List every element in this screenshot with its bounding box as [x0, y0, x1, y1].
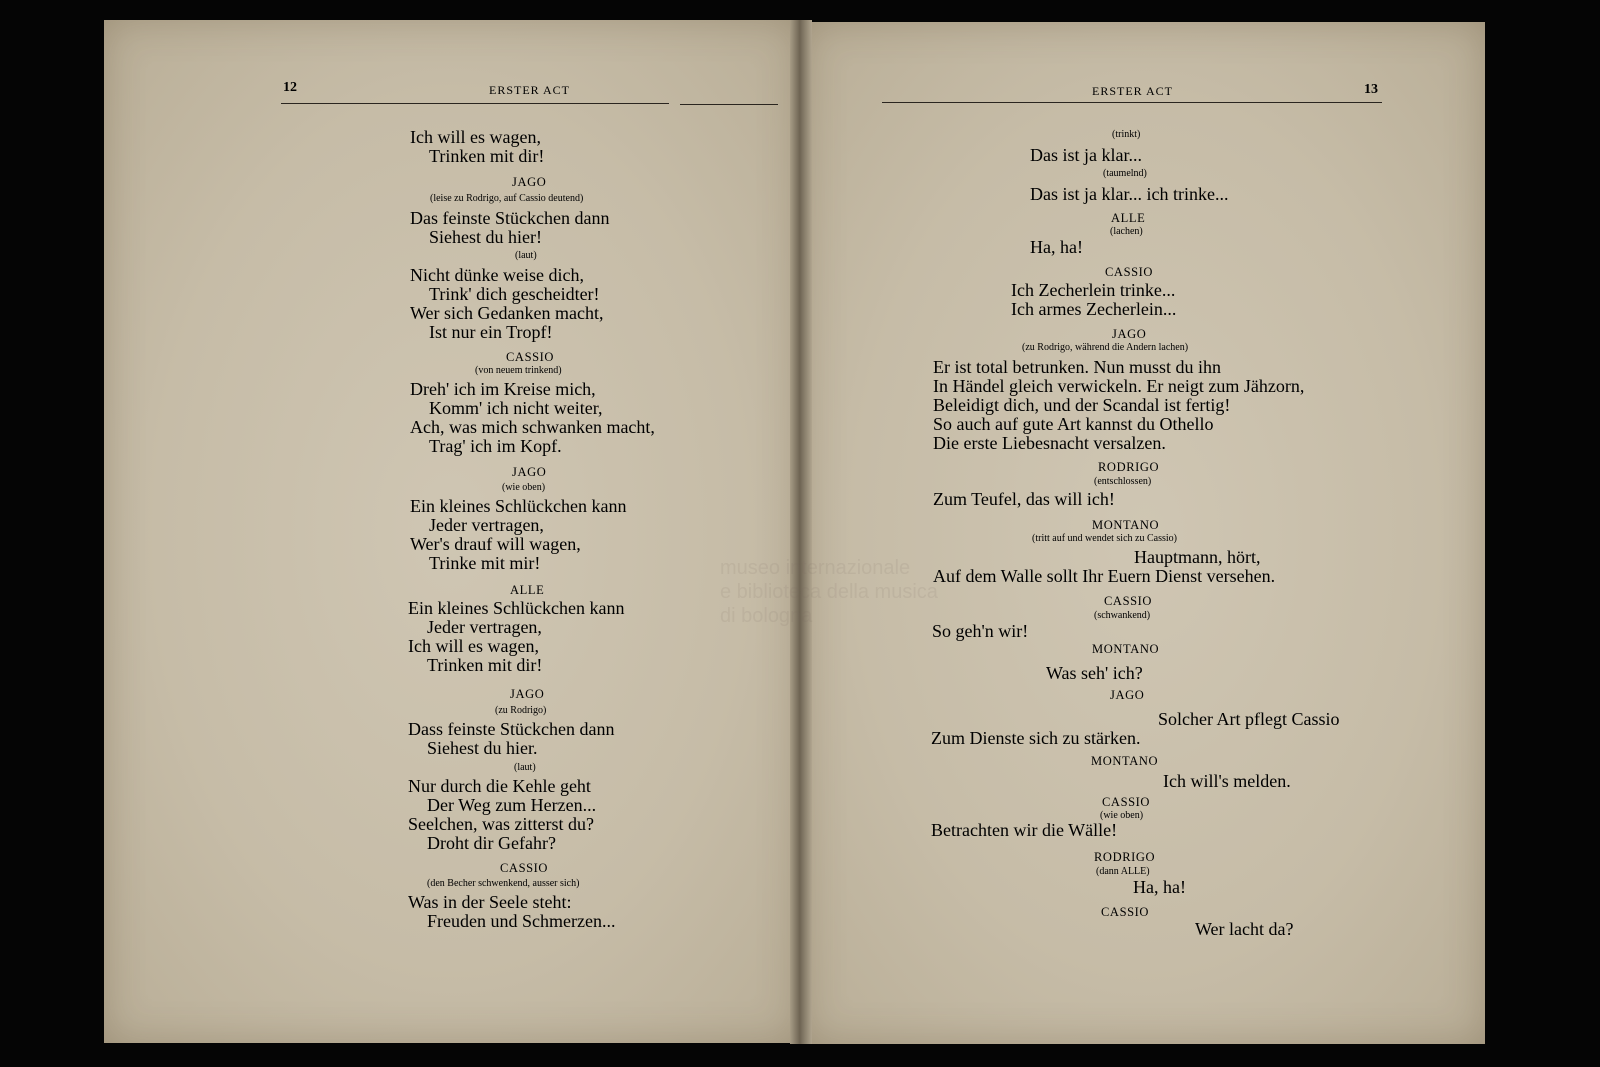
speaker-name: JAGO [1112, 327, 1147, 341]
verse-line: Siehest du hier. [427, 738, 538, 758]
verse-line: Trinken mit dir! [427, 655, 543, 675]
verse-line: Ein kleines Schlückchen kann [410, 496, 627, 516]
speaker-name: CASSIO [500, 861, 549, 875]
verse-line: Das ist ja klar... ich trinke... [1030, 184, 1229, 204]
stage-direction: (zu Rodrigo) [495, 705, 547, 716]
verse-line: Ha, ha! [1030, 237, 1083, 257]
verse-line: Er ist total betrunken. Nun musst du ihn [933, 357, 1221, 377]
verse-line: Wer's drauf will wagen, [410, 534, 581, 554]
stage-direction: (dann ALLE) [1096, 866, 1150, 877]
verse-line: Ein kleines Schlückchen kann [408, 598, 625, 618]
stage-direction: (taumelnd) [1103, 168, 1147, 179]
verse-line: Ha, ha! [1133, 877, 1186, 897]
header-rule-left [281, 103, 669, 104]
verse-line: Jeder vertragen, [429, 515, 544, 535]
speaker-name: ALLE [1111, 211, 1146, 225]
verse-line: Droht dir Gefahr? [427, 833, 556, 853]
stage-direction: (trinkt) [1112, 129, 1141, 140]
stage-direction: (tritt auf und wendet sich zu Cassio) [1032, 533, 1177, 544]
verse-line: Das feinste Stückchen dann [410, 208, 610, 228]
verse-line: Freuden und Schmerzen... [427, 911, 616, 931]
speaker-name: CASSIO [1101, 905, 1150, 919]
verse-line: Was in der Seele steht: [408, 892, 572, 912]
verse-line: Der Weg zum Herzen... [427, 795, 597, 815]
stage-direction: (wie oben) [1100, 810, 1144, 821]
verse-line: Trag' ich im Kopf. [429, 436, 562, 456]
stage-direction: (leise zu Rodrigo, auf Cassio deutend) [430, 193, 584, 204]
speaker-name: MONTANO [1092, 642, 1160, 656]
verse-line: Nicht dünke weise dich, [410, 265, 584, 285]
stage-direction: (laut) [514, 762, 536, 773]
running-head-right: ERSTER ACT [1092, 84, 1174, 98]
page-number-left: 12 [283, 80, 297, 95]
header-rule-right [882, 102, 1382, 103]
verse-line: Das ist ja klar... [1030, 145, 1142, 165]
verse-line: Ich armes Zecherlein... [1011, 299, 1177, 319]
verse-line: Siehest du hier! [429, 227, 542, 247]
speaker-name: CASSIO [1105, 265, 1154, 279]
verse-line: Auf dem Walle sollt Ihr Euern Dienst versehen. [933, 566, 1276, 586]
watermark-line: museo internazionale [720, 557, 911, 579]
verse-line: Ich will es wagen, [410, 127, 541, 147]
verse-line: Dass feinste Stückchen dann [408, 719, 615, 739]
verse-line: Die erste Liebesnacht versalzen. [933, 433, 1166, 453]
verse-line: Wer sich Gedanken macht, [410, 303, 604, 323]
verse-line: Jeder vertragen, [427, 617, 542, 637]
verse-line: Komm' ich nicht weiter, [429, 398, 603, 418]
verse-line: So geh'n wir! [932, 621, 1029, 641]
verse-line: Ich will es wagen, [408, 636, 539, 656]
verse-line: Trinke mit mir! [429, 553, 541, 573]
speaker-name: MONTANO [1091, 754, 1159, 768]
verse-line: Was seh' ich? [1046, 663, 1143, 683]
verse-line: Ach, was mich schwanken macht, [410, 417, 655, 437]
verse-line: Zum Dienste sich zu stärken. [931, 728, 1141, 748]
stage-direction: (lachen) [1110, 226, 1143, 237]
stage-direction: (wie oben) [502, 482, 546, 493]
watermark-line: di bologna [720, 605, 813, 627]
book-gutter [790, 20, 812, 1044]
verse-line: Beleidigt dich, und der Scandal ist fertig! [933, 395, 1231, 415]
speaker-name: JAGO [512, 175, 547, 189]
watermark-line: e biblioteca della musica [720, 581, 938, 603]
header-rule-left-end [680, 104, 778, 105]
verse-line: Wer lacht da? [1195, 919, 1294, 939]
stage-direction: (zu Rodrigo, während die Andern lachen) [1022, 342, 1189, 353]
verse-line: Solcher Art pflegt Cassio [1158, 709, 1340, 729]
verse-line: So auch auf gute Art kannst du Othello [933, 414, 1214, 434]
watermark [720, 556, 938, 628]
speaker-name: JAGO [510, 687, 545, 701]
speaker-name: JAGO [1110, 688, 1145, 702]
speaker-name: MONTANO [1092, 518, 1160, 532]
speaker-name: CASSIO [1102, 795, 1151, 809]
verse-line: Seelchen, was zitterst du? [408, 814, 594, 834]
verse-line: In Händel gleich verwickeln. Er neigt zum Jähzorn, [933, 376, 1305, 396]
verse-line: Trinken mit dir! [429, 146, 545, 166]
running-head-left: ERSTER ACT [489, 83, 571, 97]
verse-line: Betrachten wir die Wälle! [931, 820, 1118, 840]
speaker-name: RODRIGO [1094, 850, 1156, 864]
speaker-name: RODRIGO [1098, 460, 1160, 474]
verse-line: Ist nur ein Tropf! [429, 322, 553, 342]
verse-line: Hauptmann, hört, [1134, 547, 1261, 567]
stage-direction: (von neuem trinkend) [475, 365, 562, 376]
verse-line: Nur durch die Kehle geht [408, 776, 591, 796]
speaker-name: ALLE [510, 583, 545, 597]
verse-line: Ich Zecherlein trinke... [1011, 280, 1176, 300]
speaker-name: CASSIO [1104, 594, 1153, 608]
stage-direction: (den Becher schwenkend, ausser sich) [427, 878, 580, 889]
verse-line: Dreh' ich im Kreise mich, [410, 379, 596, 399]
speaker-name: JAGO [512, 465, 547, 479]
stage-direction: (laut) [515, 250, 537, 261]
stage-direction: (entschlossen) [1094, 476, 1152, 487]
page-number-right: 13 [1364, 82, 1378, 97]
verse-line: Zum Teufel, das will ich! [933, 489, 1115, 509]
verse-line: Trink' dich gescheidter! [429, 284, 600, 304]
verse-line: Ich will's melden. [1163, 771, 1291, 791]
stage-direction: (schwankend) [1094, 610, 1151, 621]
speaker-name: CASSIO [506, 350, 555, 364]
